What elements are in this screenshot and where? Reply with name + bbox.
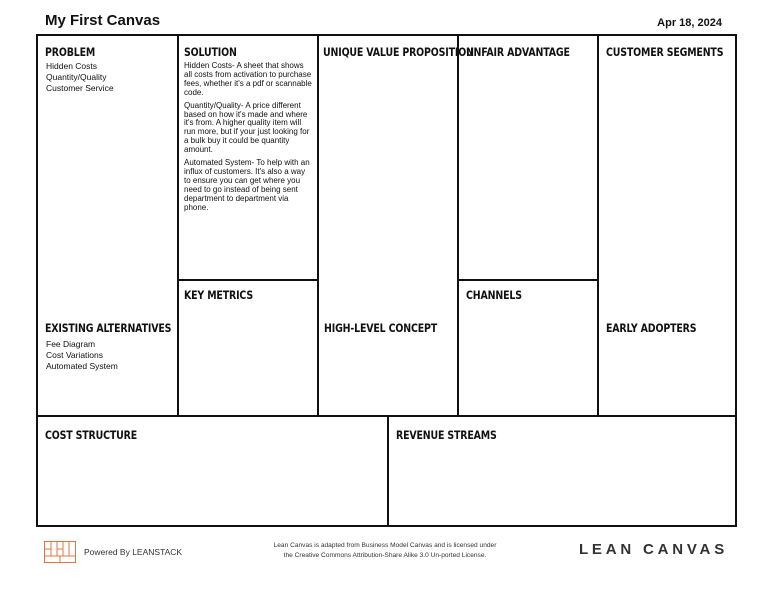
- cost-structure-heading: COST STRUCTURE: [45, 428, 138, 442]
- uvp-heading: UNIQUE VALUE PROPOSITION: [323, 45, 474, 59]
- problem-heading: PROBLEM: [45, 45, 96, 59]
- uvp-block: [319, 36, 474, 417]
- cost-structure-block: [38, 415, 389, 525]
- high-level-concept-heading: HIGH-LEVEL CONCEPT: [324, 321, 438, 335]
- lean-canvas-frame: [36, 34, 737, 527]
- early-adopters-heading: EARLY ADOPTERS: [606, 321, 697, 335]
- license-line: Lean Canvas is adapted from Business Model Canvas and is licensed under: [273, 542, 497, 549]
- key-metrics-heading: KEY METRICS: [184, 288, 253, 302]
- list-item: Customer Service: [46, 83, 114, 93]
- license-text: [250, 541, 520, 561]
- license-line: the Creative Commons Attribution-Share Alike 3.0 Un-ported License.: [283, 552, 487, 559]
- customer-segments-block: [599, 36, 735, 417]
- list-item: Automated System: [46, 361, 118, 371]
- channels-heading: CHANNELS: [466, 288, 522, 302]
- solution-text: [184, 62, 312, 217]
- revenue-streams-heading: REVENUE STREAMS: [396, 428, 497, 442]
- revenue-streams-block: [389, 415, 735, 525]
- leanstack-logo-icon: [44, 541, 76, 563]
- existing-alternatives-items: [46, 339, 118, 372]
- solution-paragraph: Hidden Costs- A sheet that shows all costs from activation to purchase fees, whether it's a pdf or scannable code.: [184, 61, 312, 97]
- list-item: Cost Variations: [46, 350, 104, 360]
- customer-segments-heading: CUSTOMER SEGMENTS: [606, 45, 724, 59]
- list-item: Fee Diagram: [46, 339, 96, 349]
- list-item: Hidden Costs: [46, 61, 98, 71]
- unfair-advantage-block: [459, 36, 599, 281]
- lean-canvas-brand: LEAN CANVAS: [578, 541, 728, 558]
- key-metrics-block: [179, 281, 319, 417]
- canvas-title: My First Canvas: [45, 12, 161, 29]
- powered-by-text: Powered By LEANSTACK: [84, 547, 183, 557]
- solution-block: [179, 36, 319, 281]
- canvas-date: Apr 18, 2024: [657, 17, 722, 29]
- solution-paragraph: Automated System- To help with an influx of customers. It's also a way to ensure you can get where you need to go instead of being sent department to department via phone.: [184, 158, 310, 212]
- existing-alternatives-heading: EXISTING ALTERNATIVES: [45, 321, 172, 335]
- problem-items: [46, 61, 114, 94]
- channels-block: [459, 281, 599, 417]
- solution-paragraph: Quantity/Quality- A price different based on how it's made and where it's from. A higher quality item will run more, but if your just looking for a bulk buy it could be quantity amount.: [184, 100, 310, 155]
- unfair-advantage-heading: UNFAIR ADVANTAGE: [466, 45, 570, 59]
- problem-block: [38, 36, 179, 417]
- list-item: Quantity/Quality: [46, 72, 107, 82]
- solution-heading: SOLUTION: [184, 45, 237, 59]
